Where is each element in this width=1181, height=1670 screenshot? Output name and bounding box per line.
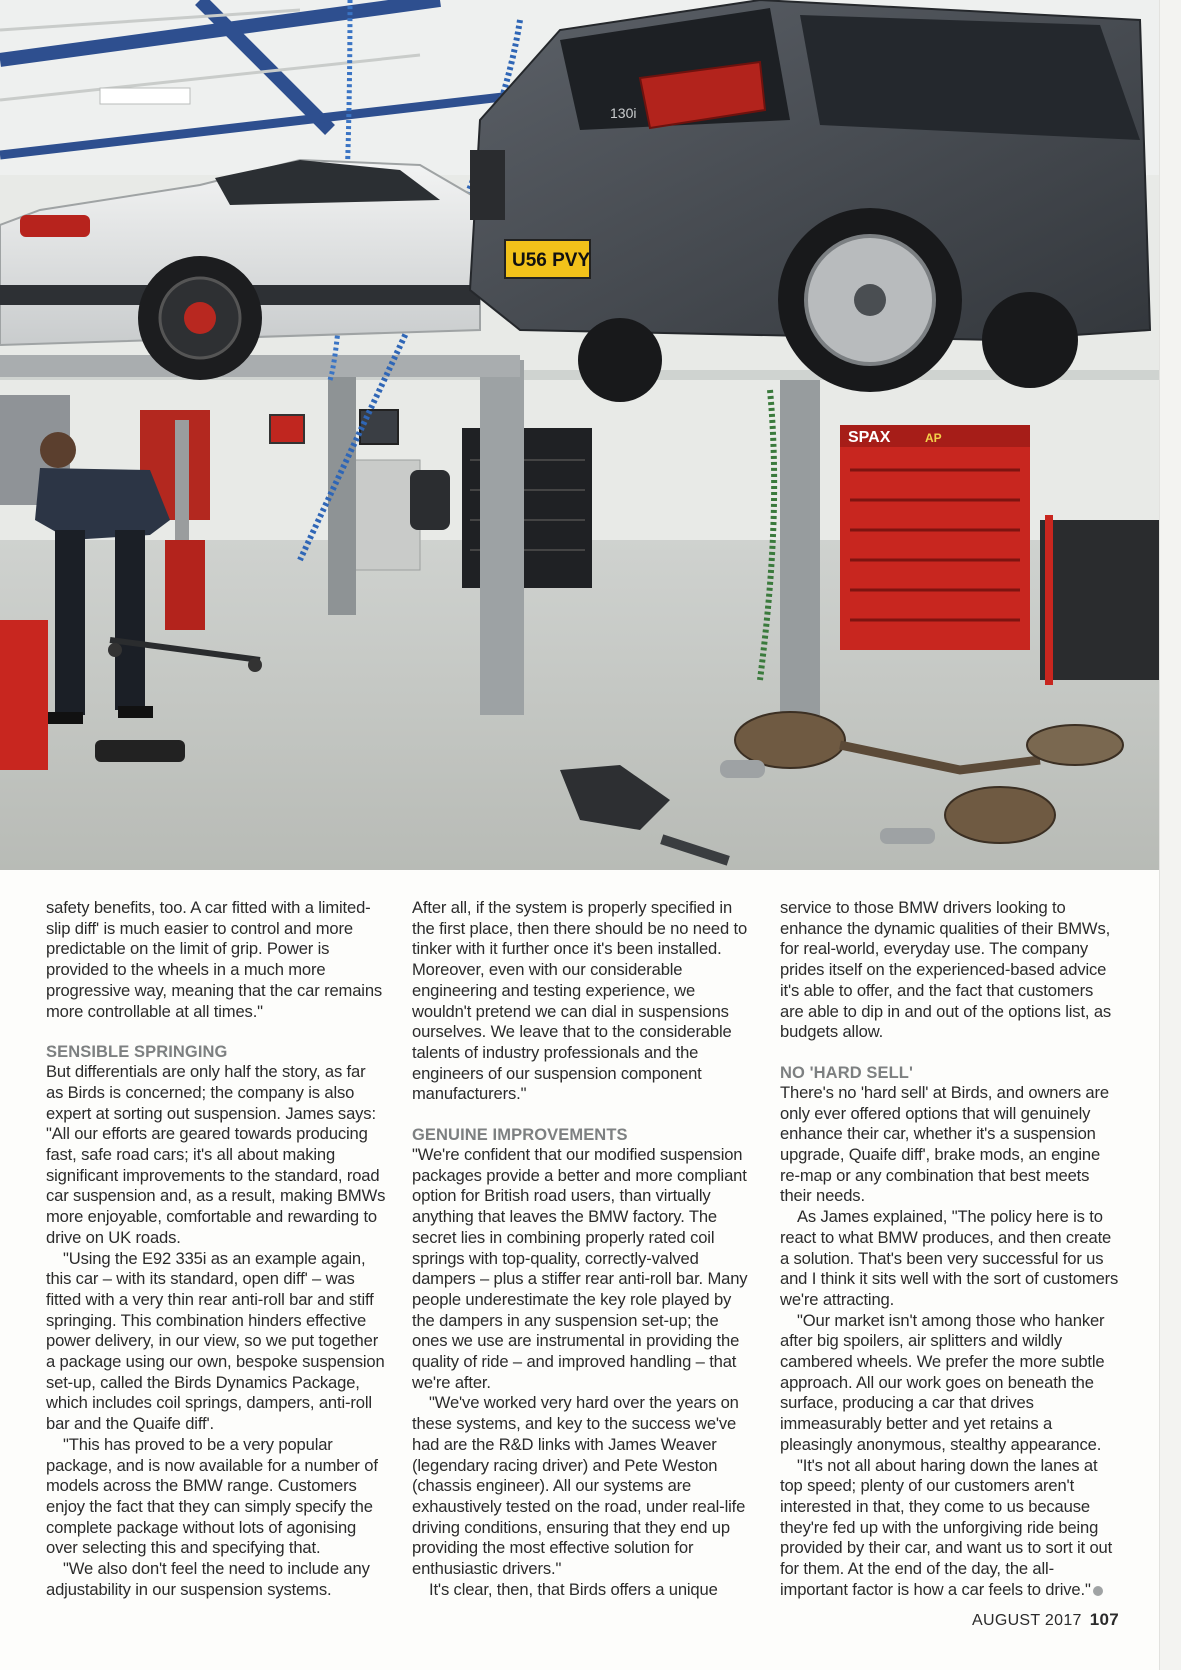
caster-wheel <box>108 643 122 657</box>
subheading-sensible-springing: SENSIBLE SPRINGING <box>46 1043 228 1062</box>
ceiling-light <box>100 88 190 104</box>
paragraph: "We also don't feel the need to include any adjustability in our suspension systems. <box>46 1559 370 1599</box>
column-1 <box>46 898 386 1601</box>
paragraph: "Our market isn't among those who hanker after big spoilers, air splitters and wildly cambered wheels. We prefer the more subtle approach. All our work goes on beneath the surface, producing a car that drives immeasurably better and yet retains a pleasingly anonymous, stealthy appearance. <box>780 1310 1105 1454</box>
spax-logo: SPAX <box>848 429 891 446</box>
paragraph: "We've worked very hard over the years on these systems, and key to the success we've had are the R&D links with James Weaver (legendary racing driver) and Pete Weston (chassis engineer). All our systems are exhaustively tested on the road, under real-life driving conditions, ensuring that they end up providing the most effective solution for enthusiastic drivers." <box>412 1393 746 1579</box>
lift-post-center <box>480 360 524 715</box>
office-chair <box>410 470 450 530</box>
lift-arm <box>0 355 520 377</box>
paragraph: There's no 'hard sell' at Birds, and owners are only ever offered options that will genuinely enhance their car, whether it's a suspension upgrade, Quaife diff', brake mods, an engine re-map or any combination that best meets their needs. <box>780 1082 1109 1206</box>
shelving-upright <box>1045 515 1053 685</box>
lift-post-right <box>780 380 820 715</box>
paragraph: After all, if the system is properly specified in the first place, then there should be no need to tinker with it further once it's been installed. Moreover, even with our considerable engineering and testing experience, we wouldn't pretend we can dial in suspensions ourselves. We leave that to the considerable talents of industry professionals and the engineers of our suspension component manufacturers." <box>412 898 748 1104</box>
shelving-unit <box>1040 520 1160 680</box>
subheading-genuine-improvements: GENUINE IMPROVEMENTS <box>412 1126 628 1145</box>
paragraph-last <box>780 1456 1120 1601</box>
column-3 <box>780 898 1120 1601</box>
subheading-no-hard-sell: NO 'HARD SELL' <box>780 1063 913 1082</box>
paragraph: "This has proved to be a very popular package, and is now available for a number of models across the BMW range. Customers enjoy the fact that they can simply specify the complete package without lots of agonising over selecting this and specifying that. <box>46 1434 378 1558</box>
trolley-jack <box>165 540 205 630</box>
scan-edge <box>1159 0 1181 1670</box>
desk <box>350 460 420 570</box>
paragraph: "Using the E92 335i as an example again, this car – with its standard, open diff' – was fitted with a very thin rear anti-roll bar and stiff springing. This combination hinders effective power delivery, in our view, so we put together a package using our own, bespoke suspension set-up, called the Birds Dynamics Package, which includes coil springs, dampers, anti-roll bar and the Quaife diff'. <box>46 1248 385 1434</box>
axle-stand <box>175 420 189 560</box>
paragraph: It's clear, then, that Birds offers a unique <box>429 1579 718 1599</box>
paragraph: safety benefits, too. A car fitted with a limited-slip diff' is much easier to control and more predictable on the limit of grip. Power is provided to the wheels in a much more progressive way, meaning that the car remains more controllable at all times." <box>46 898 383 1021</box>
issue-date: AUGUST 2017 <box>972 1612 1082 1629</box>
page-number: 107 <box>1089 1610 1119 1629</box>
floor-pad <box>95 740 185 762</box>
monitor <box>360 410 398 444</box>
model-badge: 130i <box>610 105 637 121</box>
paragraph-text: "It's not all about haring down the lanes at top speed; plenty of our customers aren't interested in that, they come to us because they're fed up with the unforgiving ride being provided by their car, and want us to sort it out for them. At the end of the day, the all-important factor is how a car feels to drive." <box>780 1455 1113 1599</box>
paragraph: But differentials are only half the story, as far as Birds is concerned; the company is also expert at sorting out suspension. James says: "All our efforts are geared towards producing fast, safe road cars; it's all about making significant improvements to the standard, road car suspension and, as a result, making BMWs more enjoyable, comfortable and rewarding to drive on UK roads. <box>46 1062 386 1247</box>
ap-logo: AP <box>925 431 942 445</box>
caster-wheel <box>248 658 262 672</box>
red-trolley <box>0 620 48 770</box>
monitor-red <box>270 415 304 443</box>
page-folio <box>972 1610 1119 1630</box>
paragraph: service to those BMW drivers looking to enhance the dynamic qualities of their BMWs, for real-world, everyday use. The company prides itself on the experienced-based advice it's able to offer, and the fact that customers are able to dip in and out of the options list, as budgets allow. <box>780 898 1112 1042</box>
article-body <box>46 898 1126 1598</box>
column-2 <box>412 898 752 1601</box>
end-of-article-icon <box>1093 1586 1103 1596</box>
paragraph: As James explained, "The policy here is to react to what BMW produces, and then create a solution. That's been very successful for us and I think it sits well with the sort of customers we're attracting. <box>780 1207 1119 1309</box>
paragraph: "We're confident that our modified suspension packages provide a better and more compliant option for British road users, than virtually anything that leaves the BMW factory. The secret lies in combining properly rated coil springs with top-quality, correctly-valved dampers – plus a stiffer rear anti-roll bar. Many people underestimate the key role played by the dampers in any suspension set-up; the ones we use are instrumental in providing the quality of ride – and improved handling – that we're after. <box>412 1145 748 1392</box>
number-plate-text: U56 PVY <box>512 250 591 271</box>
